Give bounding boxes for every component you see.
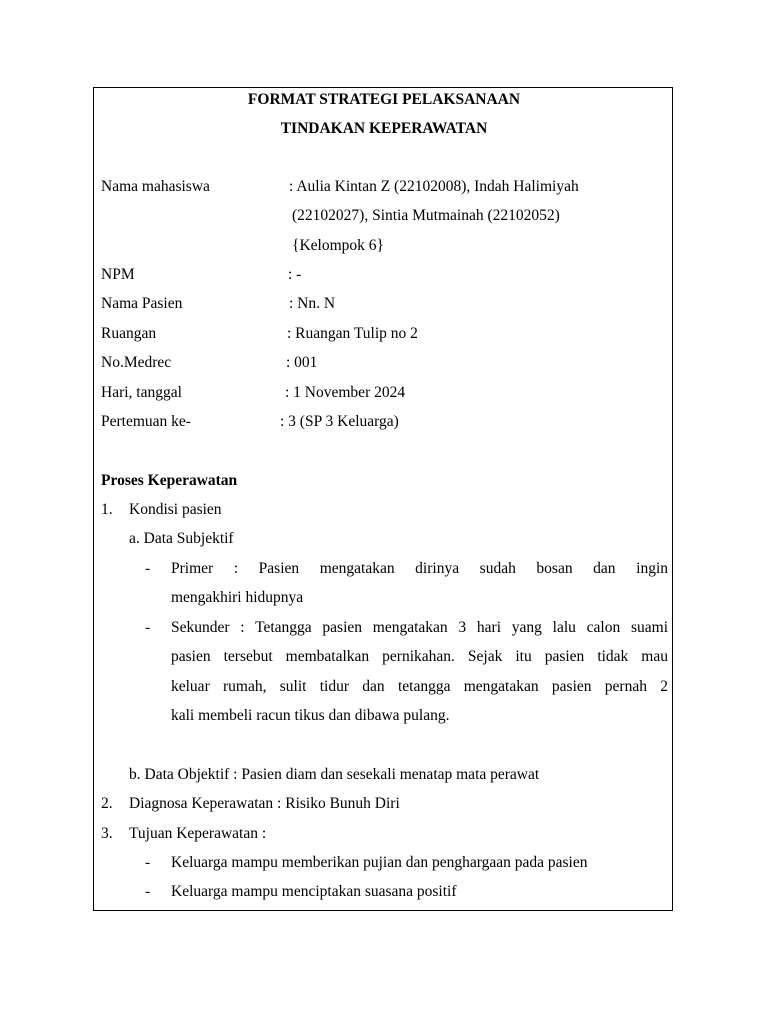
section-heading: Proses Keperawatan: [101, 472, 238, 489]
item-1-number: 1.: [101, 501, 113, 518]
pertemuan-value: : 3 (SP 3 Keluarga): [280, 413, 399, 430]
document-title-line-1: FORMAT STRATEGI PELAKSANAAN: [247, 91, 521, 108]
item-2-number: 2.: [101, 795, 113, 812]
primer-line-2: mengakhiri hidupnya: [171, 589, 304, 606]
tujuan-item-1: Keluarga mampu memberikan pujian dan penghargaan pada pasien: [171, 854, 588, 871]
bullet-dash: -: [145, 854, 151, 871]
tujuan-item-2: Keluarga mampu menciptakan suasana positif: [171, 883, 457, 900]
bullet-dash: -: [145, 619, 151, 636]
hari-tanggal-value: : 1 November 2024: [285, 384, 406, 401]
data-subjektif-heading: a. Data Subjektif: [129, 530, 234, 547]
nama-mahasiswa-value: : Aulia Kintan Z (22102008), Indah Halimiyah: [289, 178, 579, 195]
item-3-number: 3.: [101, 825, 113, 842]
kelompok-label: {Kelompok 6}: [292, 237, 384, 254]
sekunder-line-1: Sekunder : Tetangga pasien mengatakan 3 hari yang lalu calon suami: [171, 619, 668, 636]
nama-mahasiswa-label: Nama mahasiswa: [101, 178, 210, 195]
document-title-line-2: TINDAKAN KEPERAWATAN: [280, 120, 488, 137]
primer-line-1: Primer : Pasien mengatakan dirinya sudah bosan dan ingin: [171, 560, 668, 577]
item-2-text: Diagnosa Keperawatan : Risiko Bunuh Diri: [129, 795, 400, 812]
nama-mahasiswa-value-line-2: (22102027), Sintia Mutmainah (22102052): [292, 207, 560, 224]
item-1-text: Kondisi pasien: [129, 501, 222, 518]
sekunder-line-4: kali membeli racun tikus dan dibawa pulang.: [171, 707, 450, 724]
ruangan-value: : Ruangan Tulip no 2: [287, 325, 418, 342]
no-medrec-label: No.Medrec: [101, 354, 172, 371]
npm-value: : -: [288, 266, 302, 283]
npm-label: NPM: [101, 266, 135, 283]
no-medrec-value: : 001: [286, 354, 318, 371]
data-objektif-line: b. Data Objektif : Pasien diam dan sesekali menatap mata perawat: [129, 766, 540, 783]
ruangan-label: Ruangan: [101, 325, 157, 342]
sekunder-line-2: pasien tersebut membatalkan pernikahan. Sejak itu pasien tidak mau: [171, 648, 668, 665]
document-frame: [93, 87, 673, 911]
nama-pasien-value: : Nn. N: [289, 295, 336, 312]
pertemuan-label: Pertemuan ke-: [101, 413, 191, 430]
sekunder-line-3: keluar rumah, sulit tidur dan tetangga mengatakan pasien pernah 2: [171, 678, 668, 695]
nama-pasien-label: Nama Pasien: [101, 295, 183, 312]
bullet-dash: -: [145, 883, 151, 900]
hari-tanggal-label: Hari, tanggal: [101, 384, 182, 401]
item-3-text: Tujuan Keperawatan :: [129, 825, 267, 842]
bullet-dash: -: [145, 560, 151, 577]
